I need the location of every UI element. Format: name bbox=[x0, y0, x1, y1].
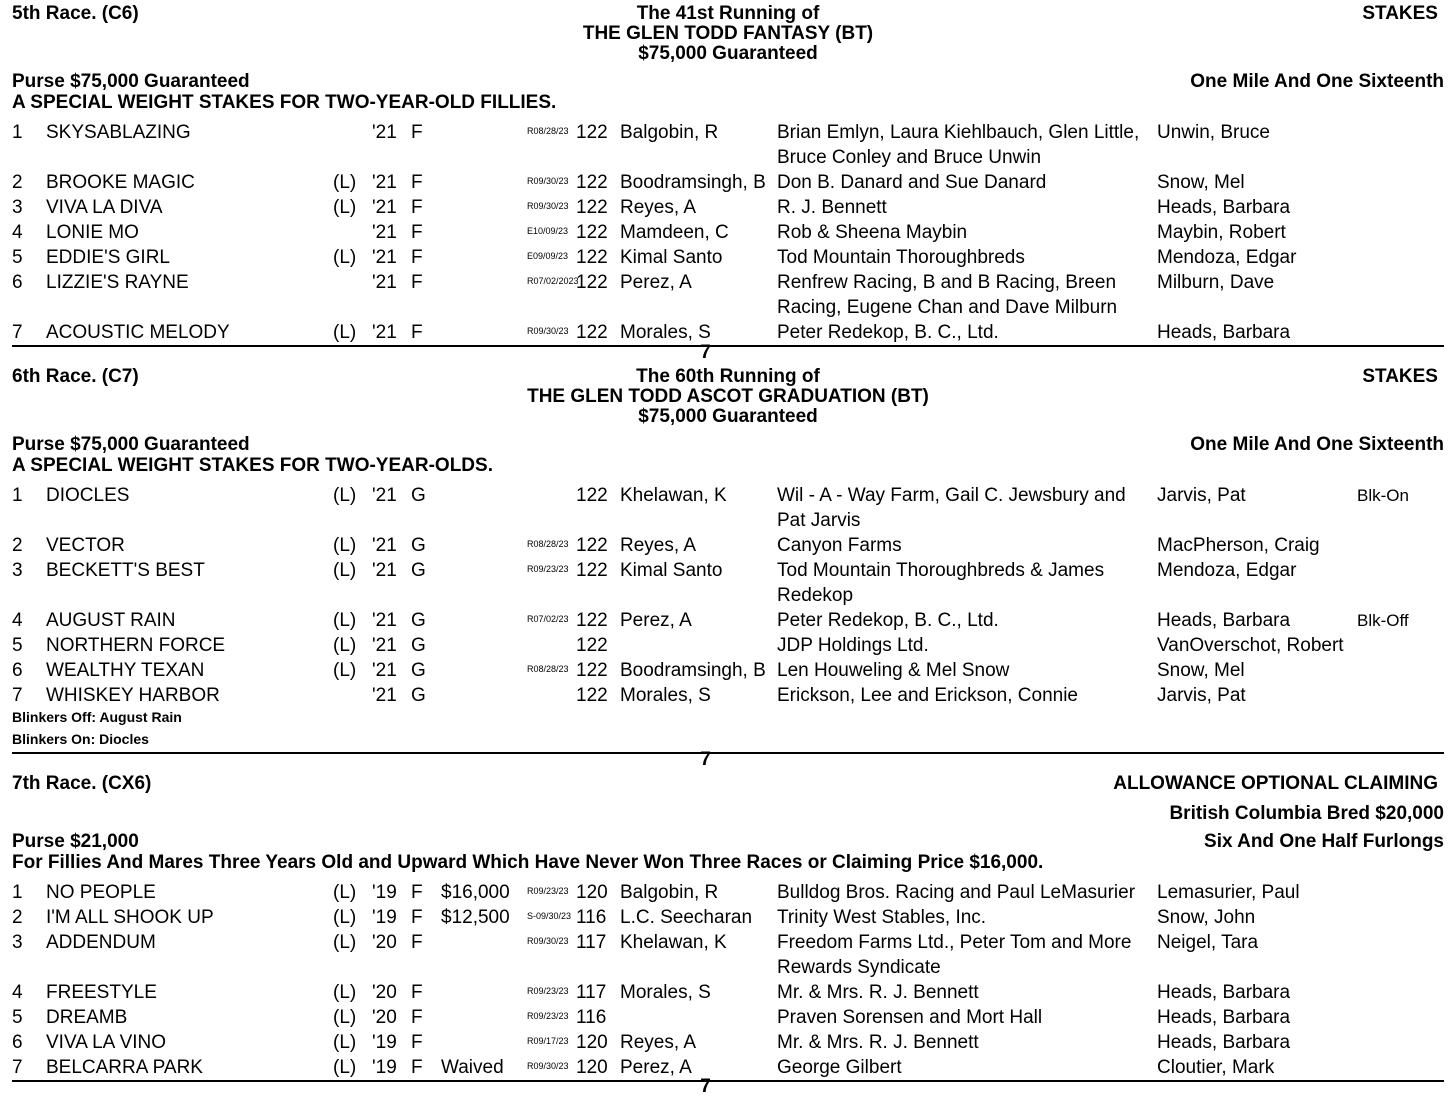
lasix-indicator: (L) bbox=[333, 635, 357, 656]
owner: George Gilbert bbox=[777, 1057, 902, 1078]
last-race: R09/30/23 bbox=[527, 201, 569, 211]
lasix-indicator: (L) bbox=[333, 660, 357, 681]
weight: 122 bbox=[576, 610, 608, 631]
trainer: Mendoza, Edgar bbox=[1157, 560, 1297, 581]
horse-sex: G bbox=[411, 635, 426, 656]
owner: Renfrew Racing, B and B Racing, Breen Racing, Eugene Chan and Dave Milburn bbox=[777, 272, 1118, 318]
trainer: Heads, Barbara bbox=[1157, 1007, 1291, 1028]
foaling-year: '21 bbox=[372, 322, 397, 343]
jockey: Morales, S bbox=[620, 322, 711, 343]
post-position: 5 bbox=[12, 247, 23, 268]
jockey: Kimal Santo bbox=[620, 247, 723, 268]
race-distance: Six And One Half Furlongs bbox=[1204, 831, 1444, 852]
trainer: VanOverschot, Robert bbox=[1157, 635, 1344, 656]
owner: R. J. Bennett bbox=[777, 197, 887, 218]
foaling-year: '21 bbox=[372, 272, 397, 293]
race-title-line-3: $75,000 Guaranteed bbox=[638, 406, 818, 427]
trainer: Mendoza, Edgar bbox=[1157, 247, 1297, 268]
jockey: Perez, A bbox=[620, 1057, 692, 1078]
weight: 117 bbox=[576, 932, 607, 953]
post-position: 3 bbox=[12, 560, 23, 581]
post-position: 1 bbox=[12, 122, 23, 143]
race-type: STAKES bbox=[1362, 3, 1438, 24]
foaling-year: '21 bbox=[372, 685, 397, 706]
lasix-indicator: (L) bbox=[333, 932, 357, 953]
lasix-indicator: (L) bbox=[333, 172, 357, 193]
post-position: 6 bbox=[12, 660, 23, 681]
foaling-year: '21 bbox=[372, 172, 397, 193]
foaling-year: '21 bbox=[372, 610, 397, 631]
lasix-indicator: (L) bbox=[333, 560, 357, 581]
owner: Peter Redekop, B. C., Ltd. bbox=[777, 610, 999, 631]
horse-name: LONIE MO bbox=[46, 222, 139, 243]
horse-name: NORTHERN FORCE bbox=[46, 635, 226, 656]
last-race: R08/28/23 bbox=[527, 126, 569, 136]
jockey: Perez, A bbox=[620, 272, 692, 293]
race-distance: One Mile And One Sixteenth bbox=[1190, 434, 1444, 455]
race-type: STAKES bbox=[1362, 366, 1438, 387]
horse-name: DIOCLES bbox=[46, 485, 130, 506]
horse-sex: F bbox=[411, 982, 423, 1003]
weight: 122 bbox=[576, 322, 608, 343]
weight: 122 bbox=[576, 172, 608, 193]
post-position: 1 bbox=[12, 485, 23, 506]
foaling-year: '21 bbox=[372, 635, 397, 656]
horse-sex: G bbox=[411, 685, 426, 706]
trainer: Heads, Barbara bbox=[1157, 610, 1291, 631]
jockey: Kimal Santo bbox=[620, 560, 723, 581]
lasix-indicator: (L) bbox=[333, 485, 357, 506]
lasix-indicator: (L) bbox=[333, 322, 357, 343]
weight: 122 bbox=[576, 485, 608, 506]
race-number: 6th Race. (C7) bbox=[12, 366, 139, 387]
trainer: Unwin, Bruce bbox=[1157, 122, 1270, 143]
post-position: 2 bbox=[12, 172, 23, 193]
post-position: 6 bbox=[12, 272, 23, 293]
post-position: 7 bbox=[12, 322, 23, 343]
race-number: 7th Race. (CX6) bbox=[12, 773, 152, 794]
race-title-line-2: THE GLEN TODD FANTASY (BT) bbox=[582, 23, 874, 44]
lasix-indicator: (L) bbox=[333, 882, 357, 903]
last-race: R09/30/23 bbox=[527, 326, 569, 336]
trainer: Maybin, Robert bbox=[1157, 222, 1286, 243]
equipment-change: Blk-On bbox=[1357, 486, 1409, 505]
horse-sex: F bbox=[411, 272, 423, 293]
horse-sex: F bbox=[411, 197, 423, 218]
last-race: E09/09/23 bbox=[527, 251, 569, 261]
claiming-price: $12,500 bbox=[441, 907, 510, 928]
horse-sex: F bbox=[411, 122, 423, 143]
last-race: R09/30/23 bbox=[527, 1061, 569, 1071]
horse-sex: F bbox=[411, 1057, 423, 1078]
jockey: Perez, A bbox=[620, 610, 692, 631]
horse-sex: F bbox=[411, 1007, 423, 1028]
horse-name: VIVA LA DIVA bbox=[46, 197, 163, 218]
equipment-note: Blinkers On: Diocles bbox=[12, 731, 149, 747]
owner: Mr. & Mrs. R. J. Bennett bbox=[777, 1032, 979, 1053]
lasix-indicator: (L) bbox=[333, 1032, 357, 1053]
owner: Peter Redekop, B. C., Ltd. bbox=[777, 322, 999, 343]
horse-sex: F bbox=[411, 222, 423, 243]
owner: Tod Mountain Thoroughbreds & James Redekop bbox=[777, 560, 1105, 606]
jockey: Balgobin, R bbox=[620, 122, 719, 143]
weight: 122 bbox=[576, 197, 608, 218]
race-conditions: A SPECIAL WEIGHT STAKES FOR TWO-YEAR-OLD FILLIES. bbox=[12, 92, 557, 113]
equipment-change: Blk-Off bbox=[1357, 611, 1409, 630]
trainer: Snow, Mel bbox=[1157, 172, 1245, 193]
weight: 122 bbox=[576, 247, 608, 268]
horse-sex: G bbox=[411, 560, 426, 581]
weight: 122 bbox=[576, 122, 608, 143]
jockey: Reyes, A bbox=[620, 197, 697, 218]
lasix-indicator: (L) bbox=[333, 1057, 357, 1078]
trainer: Heads, Barbara bbox=[1157, 197, 1291, 218]
trainer: Cloutier, Mark bbox=[1157, 1057, 1275, 1078]
weight: 122 bbox=[576, 660, 608, 681]
last-race: R09/17/23 bbox=[527, 1036, 569, 1046]
horse-sex: F bbox=[411, 907, 423, 928]
post-position: 4 bbox=[12, 610, 23, 631]
lasix-indicator: (L) bbox=[333, 907, 357, 928]
foaling-year: '21 bbox=[372, 535, 397, 556]
horse-sex: F bbox=[411, 932, 423, 953]
jockey: Boodramsingh, B bbox=[620, 172, 766, 193]
owner: Trinity West Stables, Inc. bbox=[777, 907, 987, 928]
post-position: 7 bbox=[12, 685, 23, 706]
last-race: R07/02/2023 bbox=[527, 276, 579, 286]
owner: Brian Emlyn, Laura Kiehlbauch, Glen Little, Bruce Conley and Bruce Unwin bbox=[777, 122, 1140, 168]
horse-name: BROOKE MAGIC bbox=[46, 172, 195, 193]
weight: 117 bbox=[576, 982, 607, 1003]
owner: JDP Holdings Ltd. bbox=[777, 635, 929, 656]
weight: 120 bbox=[576, 1032, 608, 1053]
field-count: 7 bbox=[700, 342, 711, 363]
trainer: Lemasurier, Paul bbox=[1157, 882, 1300, 903]
weight: 122 bbox=[576, 222, 608, 243]
field-count: 7 bbox=[700, 1076, 711, 1097]
trainer: Snow, John bbox=[1157, 907, 1256, 928]
race-conditions: For Fillies And Mares Three Years Old and Upward Which Have Never Won Three Races or Claiming Price $16,000. bbox=[12, 852, 1044, 873]
horse-sex: F bbox=[411, 1032, 423, 1053]
race-purse: Purse $21,000 bbox=[12, 831, 139, 852]
equipment-note: Blinkers Off: August Rain bbox=[12, 709, 182, 725]
race-conditions: A SPECIAL WEIGHT STAKES FOR TWO-YEAR-OLDS. bbox=[12, 455, 493, 476]
post-position: 6 bbox=[12, 1032, 23, 1053]
race-type: ALLOWANCE OPTIONAL CLAIMING bbox=[1113, 773, 1438, 794]
lasix-indicator: (L) bbox=[333, 1007, 357, 1028]
horse-name: BECKETT'S BEST bbox=[46, 560, 205, 581]
trainer: Snow, Mel bbox=[1157, 660, 1245, 681]
trainer: Heads, Barbara bbox=[1157, 322, 1291, 343]
last-race: S-09/30/23 bbox=[527, 911, 572, 921]
foaling-year: '21 bbox=[372, 197, 397, 218]
owner: Tod Mountain Thoroughbreds bbox=[777, 247, 1025, 268]
foaling-year: '21 bbox=[372, 560, 397, 581]
last-race: R09/30/23 bbox=[527, 176, 569, 186]
horse-name: SKYSABLAZING bbox=[46, 122, 191, 143]
horse-sex: G bbox=[411, 535, 426, 556]
weight: 116 bbox=[576, 907, 607, 928]
post-position: 1 bbox=[12, 882, 23, 903]
horse-name: ACOUSTIC MELODY bbox=[46, 322, 230, 343]
last-race: R09/23/23 bbox=[527, 564, 569, 574]
horse-sex: G bbox=[411, 610, 426, 631]
trainer: Heads, Barbara bbox=[1157, 982, 1291, 1003]
weight: 122 bbox=[576, 635, 608, 656]
weight: 122 bbox=[576, 272, 608, 293]
horse-sex: F bbox=[411, 172, 423, 193]
race-title-line-1: The 60th Running of bbox=[636, 366, 820, 387]
trainer: Jarvis, Pat bbox=[1157, 485, 1246, 506]
horse-sex: G bbox=[411, 660, 426, 681]
jockey: Reyes, A bbox=[620, 535, 697, 556]
claiming-price: Waived bbox=[441, 1057, 504, 1078]
race-distance: One Mile And One Sixteenth bbox=[1190, 71, 1444, 92]
race-purse: Purse $75,000 Guaranteed bbox=[12, 71, 250, 92]
last-race: R07/02/23 bbox=[527, 614, 569, 624]
post-position: 2 bbox=[12, 907, 23, 928]
horse-sex: F bbox=[411, 322, 423, 343]
horse-name: VECTOR bbox=[46, 535, 125, 556]
trainer: Jarvis, Pat bbox=[1157, 685, 1246, 706]
foaling-year: '21 bbox=[372, 122, 397, 143]
jockey: Khelawan, K bbox=[620, 932, 727, 953]
last-race: R09/30/23 bbox=[527, 936, 569, 946]
foaling-year: '19 bbox=[372, 1057, 397, 1078]
post-position: 3 bbox=[12, 197, 23, 218]
post-position: 4 bbox=[12, 222, 23, 243]
foaling-year: '19 bbox=[372, 1032, 397, 1053]
owner: Wil - A - Way Farm, Gail C. Jewsbury and Pat Jarvis bbox=[777, 485, 1126, 531]
last-race: R08/28/23 bbox=[527, 539, 569, 549]
lasix-indicator: (L) bbox=[333, 982, 357, 1003]
horse-sex: F bbox=[411, 882, 423, 903]
foaling-year: '21 bbox=[372, 247, 397, 268]
race-purse: Purse $75,000 Guaranteed bbox=[12, 434, 250, 455]
foaling-year: '19 bbox=[372, 882, 397, 903]
horse-sex: G bbox=[411, 485, 426, 506]
horse-name: DREAMB bbox=[46, 1007, 128, 1028]
post-position: 4 bbox=[12, 982, 23, 1003]
trainer: MacPherson, Craig bbox=[1157, 535, 1320, 556]
horse-name: EDDIE'S GIRL bbox=[46, 247, 170, 268]
weight: 122 bbox=[576, 535, 608, 556]
post-position: 3 bbox=[12, 932, 23, 953]
horse-name: WHISKEY HARBOR bbox=[46, 685, 220, 706]
lasix-indicator: (L) bbox=[333, 247, 357, 268]
foaling-year: '21 bbox=[372, 660, 397, 681]
owner: Bulldog Bros. Racing and Paul LeMasurier bbox=[777, 882, 1136, 903]
jockey: Mamdeen, C bbox=[620, 222, 729, 243]
owner: Len Houweling & Mel Snow bbox=[777, 660, 1010, 681]
post-position: 2 bbox=[12, 535, 23, 556]
horse-name: VIVA LA VINO bbox=[46, 1032, 167, 1053]
race-bred-bonus: British Columbia Bred $20,000 bbox=[1169, 803, 1444, 824]
race-title-line-1: The 41st Running of bbox=[636, 3, 820, 24]
lasix-indicator: (L) bbox=[333, 197, 357, 218]
post-position: 5 bbox=[12, 1007, 23, 1028]
post-position: 5 bbox=[12, 635, 23, 656]
foaling-year: '20 bbox=[372, 1007, 397, 1028]
jockey: Morales, S bbox=[620, 685, 711, 706]
field-count: 7 bbox=[700, 749, 711, 770]
trainer: Heads, Barbara bbox=[1157, 1032, 1291, 1053]
weight: 120 bbox=[576, 1057, 608, 1078]
last-race: R09/23/23 bbox=[527, 1011, 569, 1021]
last-race: E10/09/23 bbox=[527, 226, 569, 236]
jockey: Balgobin, R bbox=[620, 882, 719, 903]
owner: Canyon Farms bbox=[777, 535, 902, 556]
trainer: Neigel, Tara bbox=[1157, 932, 1259, 953]
last-race: R09/23/23 bbox=[527, 986, 569, 996]
owner: Mr. & Mrs. R. J. Bennett bbox=[777, 982, 979, 1003]
horse-name: I'M ALL SHOOK UP bbox=[46, 907, 214, 928]
foaling-year: '19 bbox=[372, 907, 397, 928]
race-number: 5th Race. (C6) bbox=[12, 3, 139, 24]
horse-sex: F bbox=[411, 247, 423, 268]
jockey: Reyes, A bbox=[620, 1032, 697, 1053]
horse-name: NO PEOPLE bbox=[46, 882, 156, 903]
weight: 116 bbox=[576, 1007, 607, 1028]
claiming-price: $16,000 bbox=[441, 882, 510, 903]
foaling-year: '21 bbox=[372, 222, 397, 243]
horse-name: LIZZIE'S RAYNE bbox=[46, 272, 189, 293]
owner: Praven Sorensen and Mort Hall bbox=[777, 1007, 1043, 1028]
lasix-indicator: (L) bbox=[333, 535, 357, 556]
race-title-line-3: $75,000 Guaranteed bbox=[638, 43, 818, 64]
jockey: L.C. Seecharan bbox=[620, 907, 753, 928]
foaling-year: '20 bbox=[372, 932, 397, 953]
horse-name: WEALTHY TEXAN bbox=[46, 660, 205, 681]
horse-name: AUGUST RAIN bbox=[46, 610, 176, 631]
jockey: Khelawan, K bbox=[620, 485, 727, 506]
foaling-year: '21 bbox=[372, 485, 397, 506]
race-title-line-2: THE GLEN TODD ASCOT GRADUATION (BT) bbox=[527, 386, 929, 407]
horse-name: BELCARRA PARK bbox=[46, 1057, 203, 1078]
last-race: R09/23/23 bbox=[527, 886, 569, 896]
weight: 120 bbox=[576, 882, 608, 903]
post-position: 7 bbox=[12, 1057, 23, 1078]
weight: 122 bbox=[576, 685, 608, 706]
owner: Erickson, Lee and Erickson, Connie bbox=[777, 685, 1078, 706]
foaling-year: '20 bbox=[372, 982, 397, 1003]
jockey: Morales, S bbox=[620, 982, 711, 1003]
owner: Don B. Danard and Sue Danard bbox=[777, 172, 1047, 193]
horse-name: FREESTYLE bbox=[46, 982, 157, 1003]
owner: Rob & Sheena Maybin bbox=[777, 222, 968, 243]
lasix-indicator: (L) bbox=[333, 610, 357, 631]
owner: Freedom Farms Ltd., Peter Tom and More Rewards Syndicate bbox=[777, 932, 1132, 978]
last-race: R08/28/23 bbox=[527, 664, 569, 674]
trainer: Milburn, Dave bbox=[1157, 272, 1275, 293]
weight: 122 bbox=[576, 560, 608, 581]
jockey: Boodramsingh, B bbox=[620, 660, 766, 681]
horse-name: ADDENDUM bbox=[46, 932, 156, 953]
